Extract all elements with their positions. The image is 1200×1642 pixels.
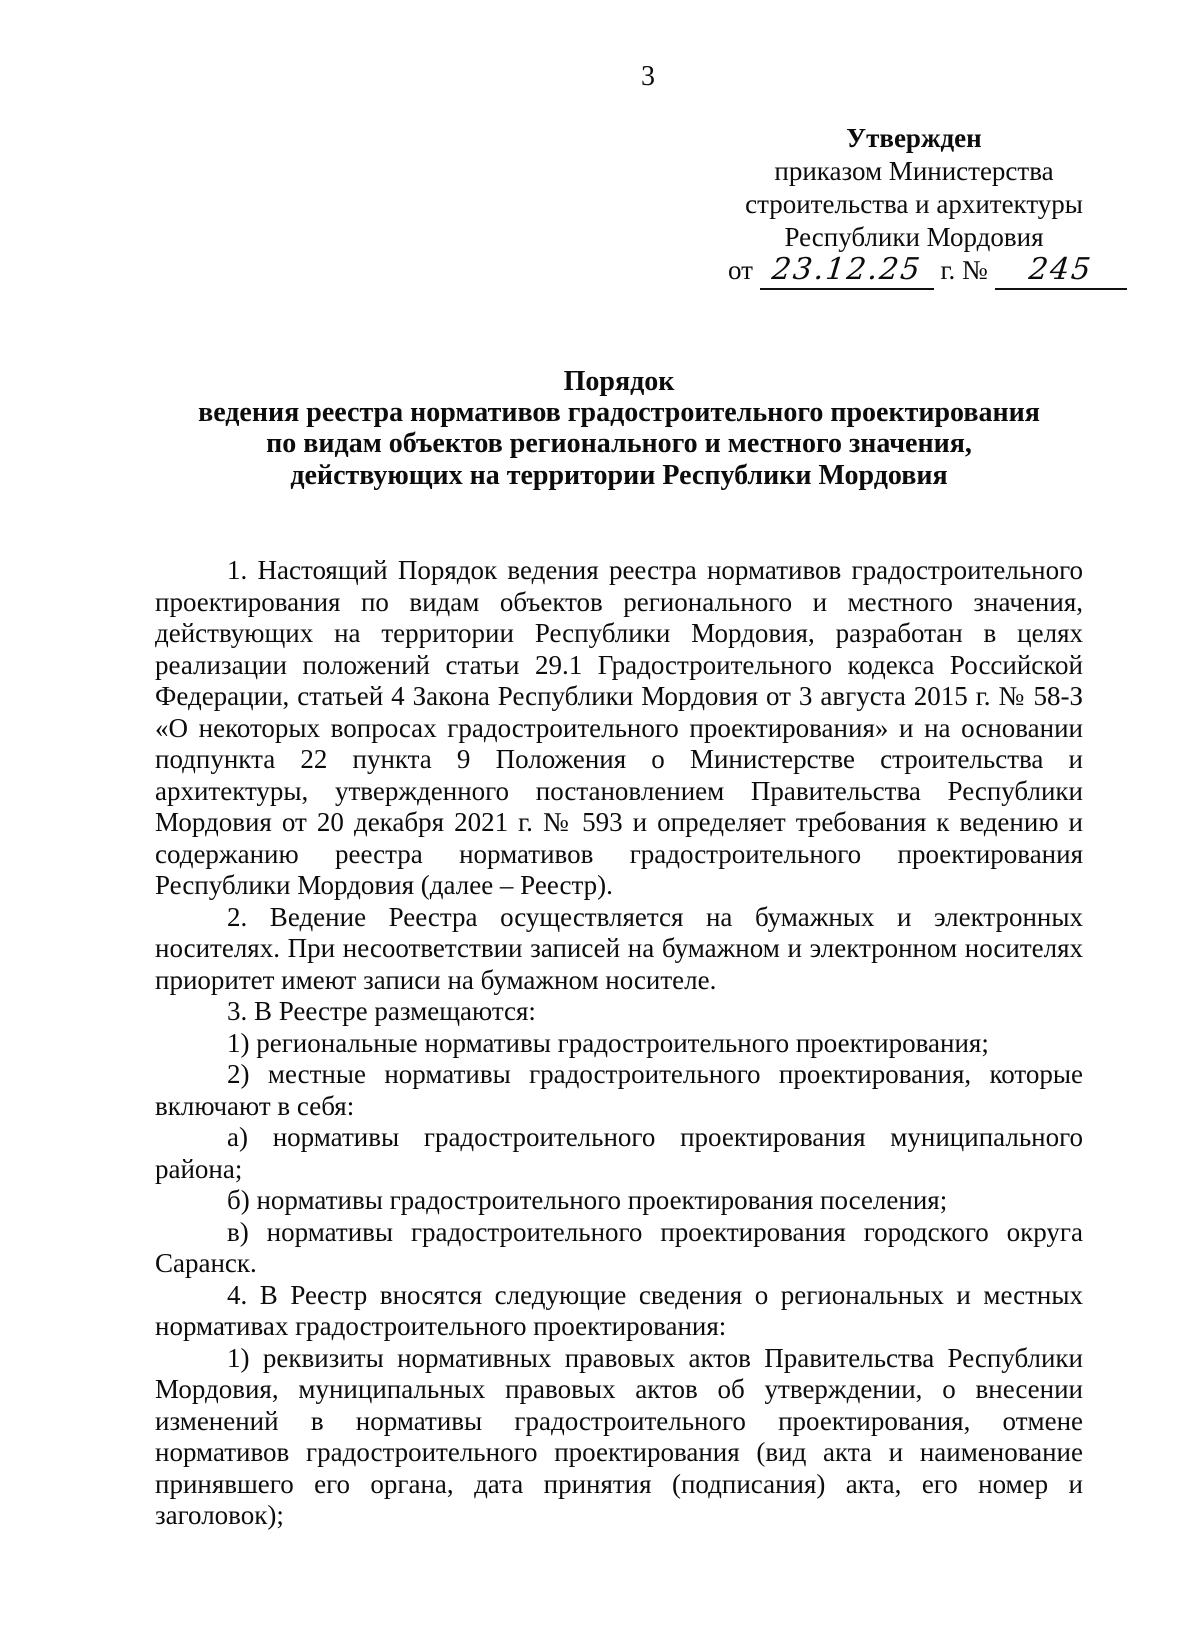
body-paragraph-5: 2) местные нормативы градостроительного проектирования, которые включают в себя: xyxy=(155,1059,1083,1121)
approval-line-republic: Республики Мордовия xyxy=(784,222,1044,252)
body-paragraph-7: б) нормативы градостроительного проектирования поселения; xyxy=(227,1185,948,1215)
approval-line-approved: Утвержден xyxy=(846,123,982,153)
body-paragraph-3: 3. В Реестре размещаются: xyxy=(227,996,536,1026)
title-line-1: Порядок xyxy=(563,366,675,397)
page-number: 3 xyxy=(641,61,655,92)
date-prefix-label: от xyxy=(728,255,753,285)
body-paragraph-6: а) нормативы градостроительного проектирования муниципального района; xyxy=(155,1122,1083,1184)
body-paragraph-2: 2. Ведение Реестра осуществляется на бумажных и электронных носителях. При несоответствии записей на бумажном и электронном носителях приоритет имеют записи на бумажном носителе. xyxy=(155,901,1083,995)
handwritten-number: 245 xyxy=(1027,252,1095,287)
body-paragraph-8: в) нормативы градостроительного проектирования городского округа Саранск. xyxy=(155,1216,1083,1278)
document-body xyxy=(155,555,1083,1532)
title-line-2: ведения реестра нормативов градостроительного проектирования xyxy=(198,397,1040,429)
approval-line-ministry: строительства и архитектуры xyxy=(745,189,1083,219)
approval-line-order: приказом Министерства xyxy=(774,156,1054,186)
body-paragraph-10: 1) реквизиты нормативных правовых актов Правительства Республики Мордовия, муниципальных правовых актов об утверждении, о внесении изменений в нормативы градостроительного проектирования, отмене нормативов градостроительного проектирования (вид акта и наименование принявшего его органа, дата принятия (подписания) акта, его номер и заголовок); xyxy=(155,1342,1083,1530)
document-title xyxy=(155,366,1083,491)
date-underline xyxy=(760,254,934,290)
handwritten-date: 23.12.25 xyxy=(770,252,924,287)
number-prefix-label: г. № xyxy=(940,255,988,285)
body-paragraph-1: 1. Настоящий Порядок ведения реестра нормативов градостроительного проектирования по видам объектов регионального и местного значения, действующих на территории Республики Мордовия, разработан в целях реализации положений статьи 29.1 Градостроительного кодекса Российской Федерации, статьей 4 Закона Республики Мордовия от 3 августа 2015 г. № 58-З «О некоторых вопросах градостроительного проектирования» и на основании подпункта 22 пункта 9 Положения о Министерстве строительства и архитектуры, утвержденного постановлением Правительства Республики Мордовия от 20 декабря 2021 г. № 593 и определяет требования к ведению и содержанию реестра нормативов градостроительного проектирования Республики Мордовия (далее – Реестр). xyxy=(155,555,1083,900)
body-paragraph-9: 4. В Реестр вносятся следующие сведения о региональных и местных нормативах градостроительного проектирования: xyxy=(155,1279,1083,1341)
title-line-3: по видам объектов регионального и местного значения, xyxy=(266,428,972,460)
body-paragraph-4: 1) региональные нормативы градостроительного проектирования; xyxy=(227,1027,989,1058)
approval-date-line xyxy=(728,254,1100,290)
approval-block xyxy=(728,122,1100,290)
number-underline xyxy=(995,254,1127,290)
title-line-4: действующих на территории Республики Мордовия xyxy=(290,459,948,491)
